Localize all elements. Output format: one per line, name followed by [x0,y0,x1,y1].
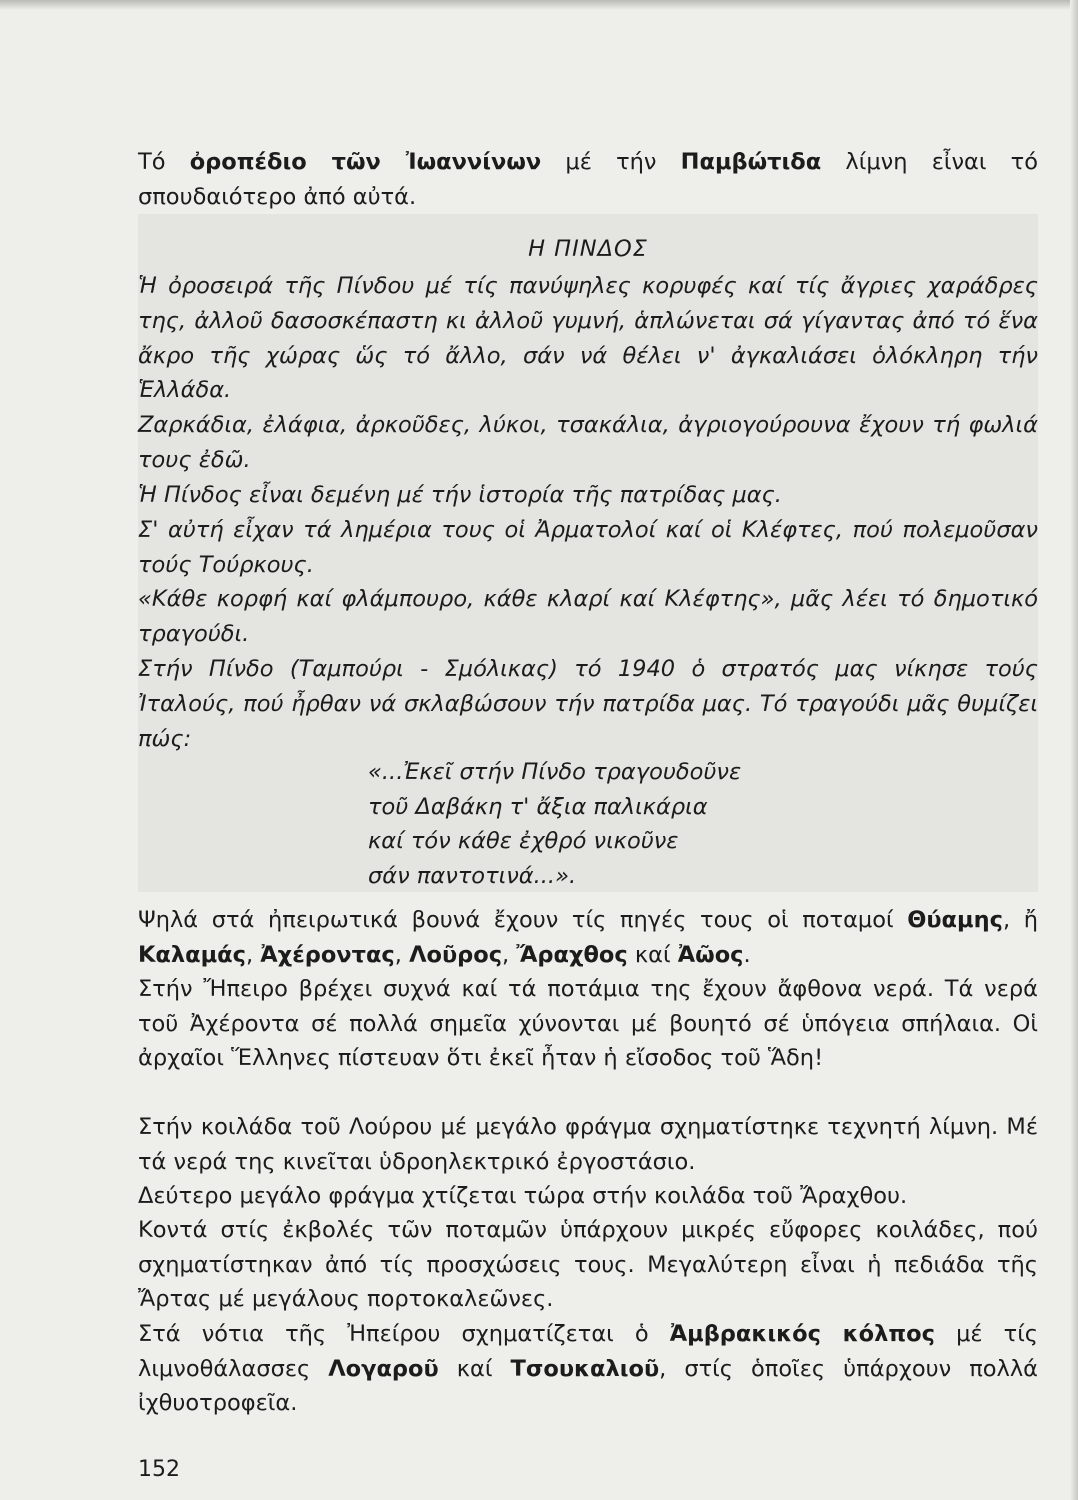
gulf-bold-ambracian: Ἀμβρακικός κόλπος [669,1321,935,1347]
page-top-edge [0,0,1078,10]
gulf-text-3: καί [438,1355,511,1382]
dam-paragraph-2: Δεύτερο μεγάλο φράγμα χτίζεται τώρα στήν κοιλάδα τοῦ Ἄραχθου. [138,1183,908,1209]
gulf-text-1: Στά νότια τῆς Ἠπείρου σχηματίζεται ὁ [138,1321,670,1347]
page-right-edge [1070,0,1078,1500]
river-name: Λοῦρος [409,941,503,968]
river-name: Ἄραχθος [516,941,628,968]
intro-bold-plateau: ὀροπέδιο τῶν Ἰωαννίνων [189,149,542,175]
pindos-paragraph-3: Ἡ Πίνδος εἶναι δεμένη μέ τήν ἱστορία τῆς πατρίδας μας. [138,482,782,508]
rivers-separator: , [502,941,517,968]
gulf-bold-logarou: Λογαροῦ [328,1355,439,1382]
gulf-bold-tsoukaliou: Τσουκαλιοῦ [510,1355,660,1382]
poem-line: τοῦ Δαβάκη τ' ἄξια παλικάρια [368,793,708,820]
valleys-paragraph: Κοντά στίς ἐκβολές τῶν ποταμῶν ὑπάρχουν μικρές εὔφορες κοιλάδες, πού σχηματίστηκαν ἀπό τίς προσχώσεις τους. Μεγαλύτερη εἶναι ἡ πεδιάδα τῆς Ἄρτας μέ μεγάλους πορτοκαλεῶνες. [138,1217,1038,1312]
rivers-separator: , [245,941,261,968]
pindos-paragraph-5: «Κάθε κορφή καί φλάμπουρο, κάθε κλαρί καί Κλέφτης», μᾶς λέει τό δημοτικό τραγούδι. [138,586,1038,647]
intro-text-3: λίμνη εἶναι τό σπουδαιότερο ἀπό αὐτά. [138,149,1038,210]
gulf-text-4: , στίς ὁποῖες ὑπάρχουν πολλά ἰχθυοτροφεῖα. [138,1355,1038,1416]
river-name: Ἀῶος [677,941,744,968]
dam-paragraph: Στήν κοιλάδα τοῦ Λούρου μέ μεγάλο φράγμα σχηματίστηκε τεχνητή λίμνη. Μέ τά νερά της κινεῖται ὑδροηλεκτρικό ἐργοστάσιο. [138,1114,1038,1175]
rivers-separator: καί [627,941,678,968]
pindos-poem [368,755,1028,893]
rivers-paragraph [138,903,1038,972]
pindos-paragraph-4: Σ' αὐτή εἶχαν τά λημέρια τους οἱ Ἀρματολοί καί οἱ Κλέφτες, πού πολεμοῦσαν τούς Τούρκους. [138,517,1038,578]
pindos-paragraph-6: Στήν Πίνδο (Ταμπούρι - Σμόλικας) τό 1940 ὁ στρατός μας νίκησε τούς Ἰταλούς, πού ἦρθαν νά σκλαβώσουν τήν πατρίδα μας. Τό τραγούδι μᾶς θυμίζει πώς: [138,656,1038,752]
intro-bold-lake: Παμβώτιδα [680,149,822,175]
rivers-separator: , [394,941,410,968]
intro-text-2: μέ τήν [541,149,681,175]
page-number: 152 [138,1457,180,1482]
rivers-separator: , ἤ [1002,907,1038,933]
gulf-paragraph [138,1317,1038,1421]
poem-line: σάν παντοτινά...». [368,862,577,889]
water-paragraph: Στήν Ἤπειρο βρέχει συχνά καί τά ποτάμια της ἔχουν ἄφθονα νερά. Τά νερά τοῦ Ἀχέροντα σέ πολλά σημεῖα χύνονται μέ βουητό σέ ὑπόγεια σπήλαια. Οἱ ἀρχαῖοι Ἕλληνες πίστευαν ὅτι ἐκεῖ ἦταν ἡ εἴσοδος τοῦ Ἅδη! [138,976,1038,1071]
pindos-paragraph-2: Ζαρκάδια, ἐλάφια, ἀρκοῦδες, λύκοι, τσακάλια, ἀγριογούρουνα ἔχουν τή φωλιά τους ἐδῶ. [138,412,1038,473]
river-name: Θύαμης [907,907,1003,933]
river-name: Ἀχέροντας [260,941,395,968]
gulf-text-2: μέ τίς λιμνοθάλασσες [138,1321,1039,1382]
poem-line: «...Ἐκεῖ στήν Πίνδο τραγουδοῦνε [368,759,742,785]
intro-paragraph [138,145,1038,214]
river-name: Καλαμάς [138,941,246,968]
intro-text-1: Τό [138,149,190,175]
poem-line: καί τόν κάθε ἐχθρό νικοῦνε [368,828,679,854]
pindos-paragraph-1: Ἡ ὀροσειρά τῆς Πίνδου μέ τίς πανύψηλες κορυφές καί τίς ἄγριες χαράδρες της, ἀλλοῦ δασοσκέπαστη κι ἀλλοῦ γυμνή, ἁπλώνεται σά γίγαντας ἀπό τό ἕνα ἄκρο τῆς χώρας ὥς τό ἄλλο, σάν νά θέλει ν' ἀγκαλιάσει ὁλόκληρη τήν Ἑλλάδα. [138,273,1038,404]
rivers-end: . [743,941,751,968]
rivers-text: Ψηλά στά ἠπειρωτικά βουνά ἔχουν τίς πηγές τους οἱ ποταμοί [138,907,908,933]
pindos-heading: Η ΠΙΝΔΟΣ [528,236,648,262]
